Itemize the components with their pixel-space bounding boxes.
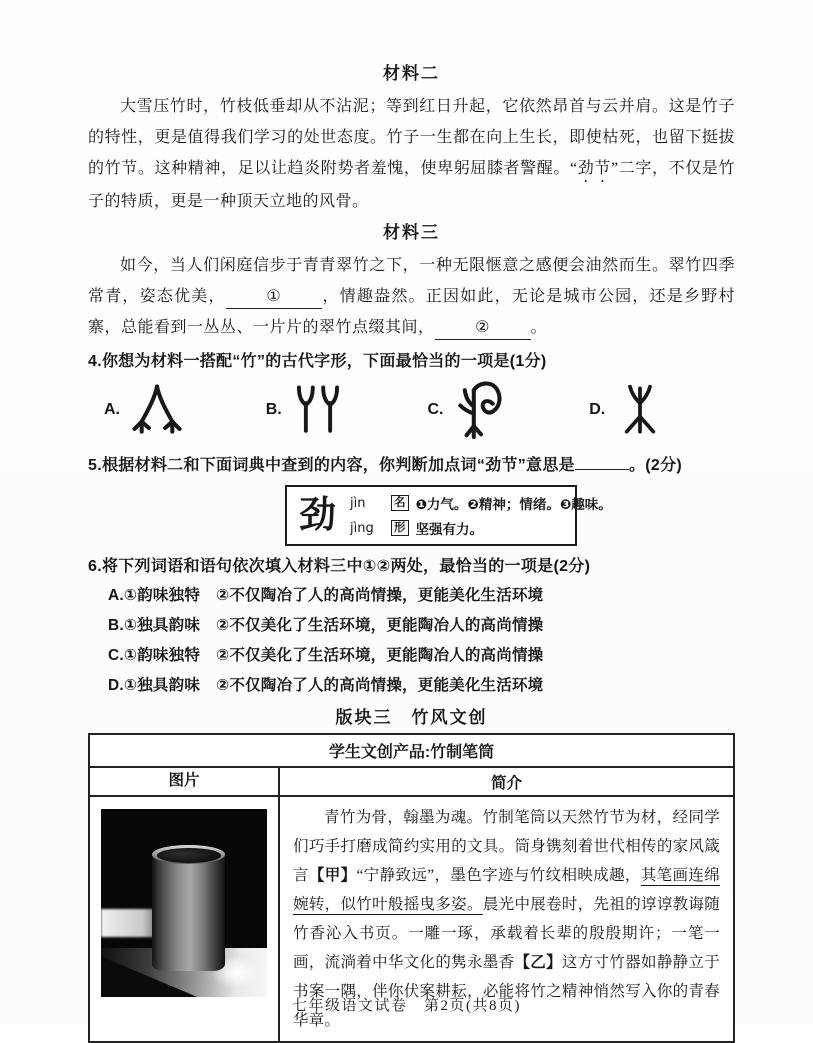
question6-option-a — [88, 581, 735, 611]
option-part1: ①独具韵味 — [123, 677, 201, 694]
material2-text-after: ”二字，不仅是竹子的特质，更是一种顶天立地的风骨。 — [88, 160, 735, 210]
pen-holder-cylinder — [152, 854, 225, 971]
page-footer: 七年级语文试卷 第2页(共8页) — [292, 998, 521, 1014]
intro-seg3: 晨光中展卷时，先祖的谆谆教诲随竹香沁入书页。一雕一琢，承载着长辈的殷殷期许；一笔一画，流淌着中华文化的隽永墨香 — [293, 896, 720, 971]
oracle-script-glyph-a-icon — [130, 380, 184, 440]
question4-option-b — [250, 380, 412, 440]
table-header-row — [89, 767, 734, 796]
product-photo — [96, 804, 272, 1002]
option-label: D. — [108, 677, 124, 694]
pen-holder-opening — [157, 848, 222, 863]
material2-paragraph — [88, 91, 735, 217]
option-part2: ②不仅美化了生活环境，更能陶冶人的高尚情操 — [216, 617, 544, 634]
option-c-label: C. — [427, 401, 444, 418]
option-part1: ①韵味独特 — [123, 647, 201, 664]
part-of-speech-noun: 名 — [391, 495, 409, 511]
intro-seg1: 青竹为骨，翰墨为魂。竹制笔筒以天然竹节为材，经同学们巧手打磨成简约实用的文具。筒身镌刻着世代相传的家风箴言 — [293, 809, 720, 884]
material3-text-3: 。 — [530, 319, 548, 336]
question4-option-d — [573, 380, 735, 440]
material3-text-2: ，情趣盎然。正因如此，无论是城市公园，还是乡野村寨，总能看到一丛丛、一片片的翠竹点缀其间， — [88, 288, 735, 336]
dictionary-entries — [350, 493, 612, 538]
intro-underlined: 其笔画连绵婉转，似竹叶般摇曳多姿。 — [293, 867, 720, 913]
material3-text-1: 如今，当人们闲庭信步于青青翠竹之下，一种无限惬意之感便会油然而生。翠竹四季常青，姿态优美， — [88, 257, 735, 305]
option-d-label: D. — [589, 401, 606, 418]
material2-text-before: 大雪压竹时，竹枝低垂却从不沾泥；等到红日升起，它依然昂首与云并肩。这是竹子的特性，更是值得我们学习的处世态度。竹子一生都在向上生长，即使枯死，也留下挺拔的竹节。这种精神，足以让趋炎附势者羞愧，使卑躬屈膝者警醒。“ — [88, 98, 735, 177]
oracle-script-glyph-d-icon — [615, 380, 665, 440]
option-part2: ②不仅美化了生活环境，更能陶冶人的高尚情操 — [216, 647, 544, 664]
fill-in-blank-2: ② — [435, 317, 531, 340]
option-part2: ②不仅陶冶了人的高尚情操，更能美化生活环境 — [216, 587, 544, 604]
section3-heading: 版块三 竹风文创 — [335, 708, 488, 727]
dictionary-entry-jin4 — [350, 493, 612, 513]
oracle-script-glyph-b-icon — [292, 380, 344, 440]
definition-noun: ❶力气。❷精神；情绪。❸趣味。 — [415, 497, 612, 512]
material2-heading: 材料二 — [383, 64, 440, 83]
table-title: 学生文创产品:竹制笔筒 — [89, 734, 734, 767]
option-b-label: B. — [265, 401, 282, 418]
question6-option-c — [88, 641, 735, 671]
option-label: A. — [108, 587, 124, 604]
dictionary-headword: 劲 — [299, 495, 336, 536]
intro-seg2: “宁静致远”，墨色字迹与竹纹相映成趣， — [356, 867, 641, 884]
question4-option-a — [88, 380, 250, 440]
material2-emphasized-word: 劲节 — [577, 160, 612, 177]
material3-paragraph — [88, 250, 735, 343]
marker-jia: 【甲】 — [308, 867, 357, 884]
option-a-label: A. — [104, 401, 120, 418]
option-part1: ①韵味独特 — [123, 587, 201, 604]
question6-stem: 6.将下列词语和语句依次填入材料三中①②两处，最恰当的一项是(2分) — [88, 558, 591, 575]
question6-option-d — [88, 671, 735, 701]
question4-options-row — [88, 377, 735, 443]
intro-seg4: 这方寸竹器如静静立于书案一隅，伴你伏案耕耘，必能将竹之精神悄然写入你的青春华章。 — [293, 954, 720, 1029]
pinyin-jing4: jìng — [350, 520, 374, 536]
question4-stem: 4.你想为材料一搭配“竹”的古代字形，下面最恰当的一项是(1分) — [88, 353, 547, 370]
column-header-image: 图片 — [89, 767, 279, 796]
marker-yi: 【乙】 — [514, 954, 562, 971]
question5-stem-before: 5.根据材料二和下面词典中查到的内容，你判断加点词“劲节”意思是 — [88, 457, 575, 474]
question4-option-c — [412, 379, 574, 441]
option-label: B. — [108, 617, 124, 634]
part-of-speech-adjective: 形 — [391, 520, 409, 536]
material3-heading: 材料三 — [383, 223, 440, 242]
question5-stem — [88, 450, 735, 476]
pinyin-jin4: jìn — [350, 495, 366, 511]
question5-answer-blank — [575, 450, 629, 470]
definition-adjective: 坚强有力。 — [415, 522, 483, 537]
column-header-intro: 简介 — [279, 767, 734, 796]
question6-option-b — [88, 611, 735, 641]
dictionary-entry-jing4 — [350, 518, 612, 538]
pen-holder-photo — [101, 809, 267, 997]
option-label: C. — [108, 647, 124, 664]
question6-options — [88, 581, 735, 701]
option-part2: ②不仅陶冶了人的高尚情操，更能美化生活环境 — [216, 677, 544, 694]
dictionary-entry-box — [285, 485, 612, 546]
oracle-script-glyph-c-icon — [454, 379, 508, 441]
fill-in-blank-1: ① — [226, 286, 322, 309]
question5-stem-after: 。(2分) — [628, 457, 683, 474]
table-title-row — [89, 734, 734, 767]
option-part1: ①独具韵味 — [123, 617, 201, 634]
